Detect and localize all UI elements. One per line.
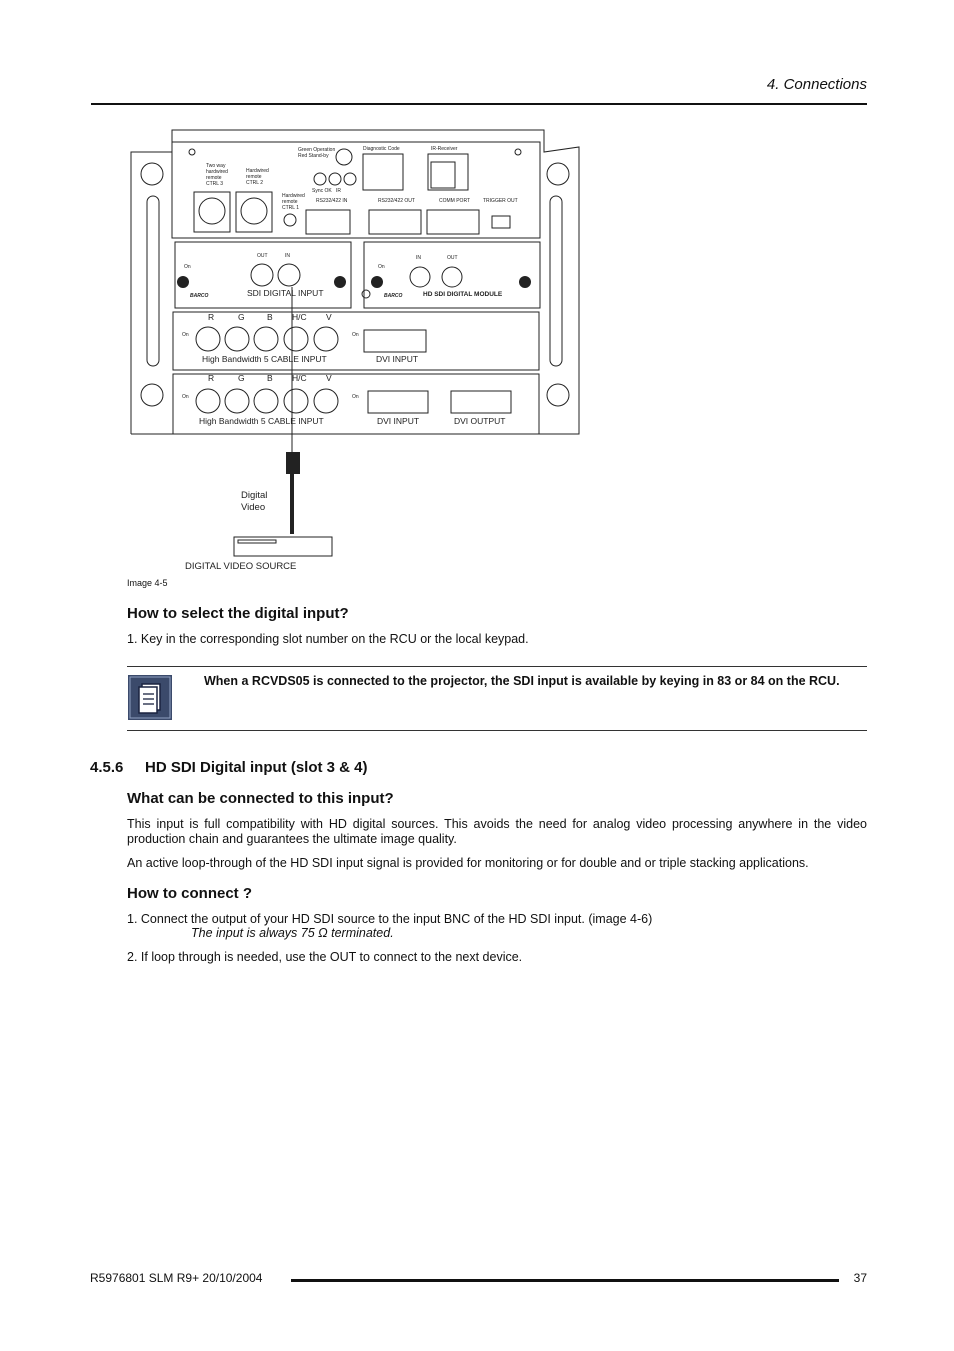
diagram-label: On (352, 394, 359, 400)
dvi-output (451, 391, 511, 413)
diagram-label: SDI DIGITAL INPUT (247, 288, 324, 298)
footer-rule (291, 1279, 839, 1282)
diagram-shape (334, 276, 346, 288)
diagram-label: On (184, 264, 191, 270)
note-text: When a RCVDS05 is connected to the projector, the SDI input is available by keying in 83 or 84 on the RCU. (204, 674, 840, 688)
diagram-label: OUT (257, 253, 268, 259)
diagram-label: hardwired (206, 169, 228, 175)
standby-button (336, 149, 352, 165)
diagram-label: On (182, 394, 189, 400)
chapter-title: 4. Connections (766, 76, 867, 93)
footer-doc-id: R5976801 SLM R9+ 20/10/2004 (90, 1271, 263, 1285)
diagram-shape (196, 389, 220, 413)
diagram-label: IR (336, 188, 341, 194)
connect-step-2: 2. If loop through is needed, use the OUT to connect to the next device. (127, 950, 523, 964)
diagram-label: RS232/422 OUT (378, 198, 415, 204)
diagram-shape (314, 327, 338, 351)
section-number: 4.5.6 (90, 759, 124, 776)
control-panel (172, 142, 540, 238)
diagram-label: High Bandwidth 5 CABLE INPUT (199, 416, 324, 426)
note-bottom-rule (127, 730, 867, 731)
diagram-label: B (267, 373, 273, 383)
note-top-rule (127, 666, 867, 667)
section-heading (90, 759, 368, 776)
header-rule (91, 103, 867, 105)
figure-caption: Image 4-5 (127, 578, 168, 588)
diagram-label: remote (282, 199, 298, 205)
diagram-shape (225, 327, 249, 351)
diagram-label: OUT (447, 255, 458, 261)
hd-sdi-out-bnc (442, 267, 462, 287)
diagram-shape (238, 540, 276, 543)
left-handle (147, 196, 159, 366)
corner-screw-tl (141, 163, 163, 185)
corner-screw-br (547, 384, 569, 406)
diagram-label: CTRL 3 (206, 181, 224, 187)
sdi-out-bnc (251, 264, 273, 286)
diagram-shape (177, 276, 189, 288)
connect-heading: How to connect ? (127, 885, 252, 902)
ir-receiver (431, 162, 455, 188)
diagram-label: remote (246, 174, 262, 180)
dvi-input-2 (368, 391, 428, 413)
diagram-label: RS232/422 IN (316, 198, 348, 204)
right-handle (550, 196, 562, 366)
diagram-shape (428, 154, 468, 190)
diagram-label: IR-Receiver (431, 146, 458, 152)
diagram-label: On (378, 264, 385, 270)
diagram-label: V (326, 312, 332, 322)
diagram-shape (284, 389, 308, 413)
diagram-label: High Bandwidth 5 CABLE INPUT (202, 354, 327, 364)
diagram-label: H/C (292, 373, 307, 383)
diagram-shape (241, 198, 267, 224)
diagram-label: H/C (292, 312, 307, 322)
diagram-shape (225, 389, 249, 413)
sdi-in-bnc (278, 264, 300, 286)
diagram-label: R (208, 312, 215, 322)
diagram-shape (254, 327, 278, 351)
diagram-shape (199, 198, 225, 224)
diagram-label: IN (416, 255, 421, 261)
diagram-shape (196, 327, 220, 351)
diagram-shape (314, 389, 338, 413)
diagram-label: B (267, 312, 273, 322)
rs232-out-port (369, 210, 421, 234)
diagram-shape (344, 173, 356, 185)
diagram-shape (515, 149, 521, 155)
diagram-label: TRIGGER OUT (483, 198, 518, 204)
diagram-label: CTRL 1 (282, 205, 300, 211)
connect-step-1-note: The input is always 75 Ω terminated. (191, 926, 394, 940)
diagram-label: DVI INPUT (376, 354, 419, 364)
diagram-label: Sync OK (312, 188, 332, 194)
diagram-label: DVI INPUT (377, 416, 420, 426)
corner-screw-bl (141, 384, 163, 406)
diagram-shape (286, 452, 300, 474)
diagram-label: BARCO (384, 293, 403, 299)
diagram-label: On (182, 332, 189, 338)
diagram-label: DVI OUTPUT (454, 416, 506, 426)
diagram-label: HD SDI DIGITAL MODULE (423, 291, 503, 298)
diagram-label: G (238, 373, 245, 383)
diagram-label: G (238, 312, 245, 322)
trigger-out-port (492, 216, 510, 228)
diagram-shape (362, 290, 370, 298)
diagram-shape (284, 327, 308, 351)
select-heading: How to select the digital input? (127, 605, 349, 622)
connection-diagram (126, 122, 592, 582)
diagram-label: IN (285, 253, 290, 259)
diagram-label: V (326, 373, 332, 383)
diagram-label: Digital (241, 490, 268, 501)
dvi-input-1 (364, 330, 426, 352)
diagram-shape (254, 389, 278, 413)
hd-sdi-in-bnc (410, 267, 430, 287)
section-title: HD SDI Digital input (slot 3 & 4) (145, 759, 368, 776)
diagram-label: Red Stand-by (298, 153, 329, 159)
corner-screw-tr (547, 163, 569, 185)
diagram-label: On (352, 332, 359, 338)
what-paragraph-1: This input is full compatibility with HD digital sources. This avoids the need for analog video processing anywhere in the video production chain and guarantees the ultimate image quality. (127, 817, 867, 846)
diagram-label: R (208, 373, 215, 383)
diagram-shape (314, 173, 326, 185)
diagram-shape (139, 687, 157, 713)
page-number: 37 (853, 1271, 867, 1285)
select-step-1: 1. Key in the corresponding slot number on the RCU or the local keypad. (127, 632, 529, 646)
diagram-label: Green Operation (298, 147, 336, 153)
diagram-label: DIGITAL VIDEO SOURCE (185, 561, 297, 572)
diagram-label: CTRL 2 (246, 180, 264, 186)
diagram-shape (189, 149, 195, 155)
diagram-shape (519, 276, 531, 288)
diagnostic-display (363, 154, 403, 190)
diagram-shape (284, 214, 296, 226)
what-heading: What can be connected to this input? (127, 790, 394, 807)
diagram-shape (371, 276, 383, 288)
diagram-label: Hardwired (282, 193, 305, 199)
diagram-label: Hardwired (246, 168, 269, 174)
what-paragraph-2: An active loop-through of the HD SDI input signal is provided for monitoring or for double and or triple stacking applications. (127, 856, 809, 870)
diagram-label: Two way (206, 163, 226, 169)
diagram-label: Video (241, 502, 266, 513)
diagram-label: remote (206, 175, 222, 181)
note-book-icon (128, 675, 172, 720)
diagram-shape (329, 173, 341, 185)
diagram-label: COMM PORT (439, 198, 471, 204)
diagram-label: BARCO (190, 293, 209, 299)
diagram-label: Diagnostic Code (363, 146, 400, 152)
rs232-in-port (306, 210, 350, 234)
comm-port (427, 210, 479, 234)
connect-step-1: 1. Connect the output of your HD SDI source to the input BNC of the HD SDI input. (image 4-6) (127, 912, 653, 926)
